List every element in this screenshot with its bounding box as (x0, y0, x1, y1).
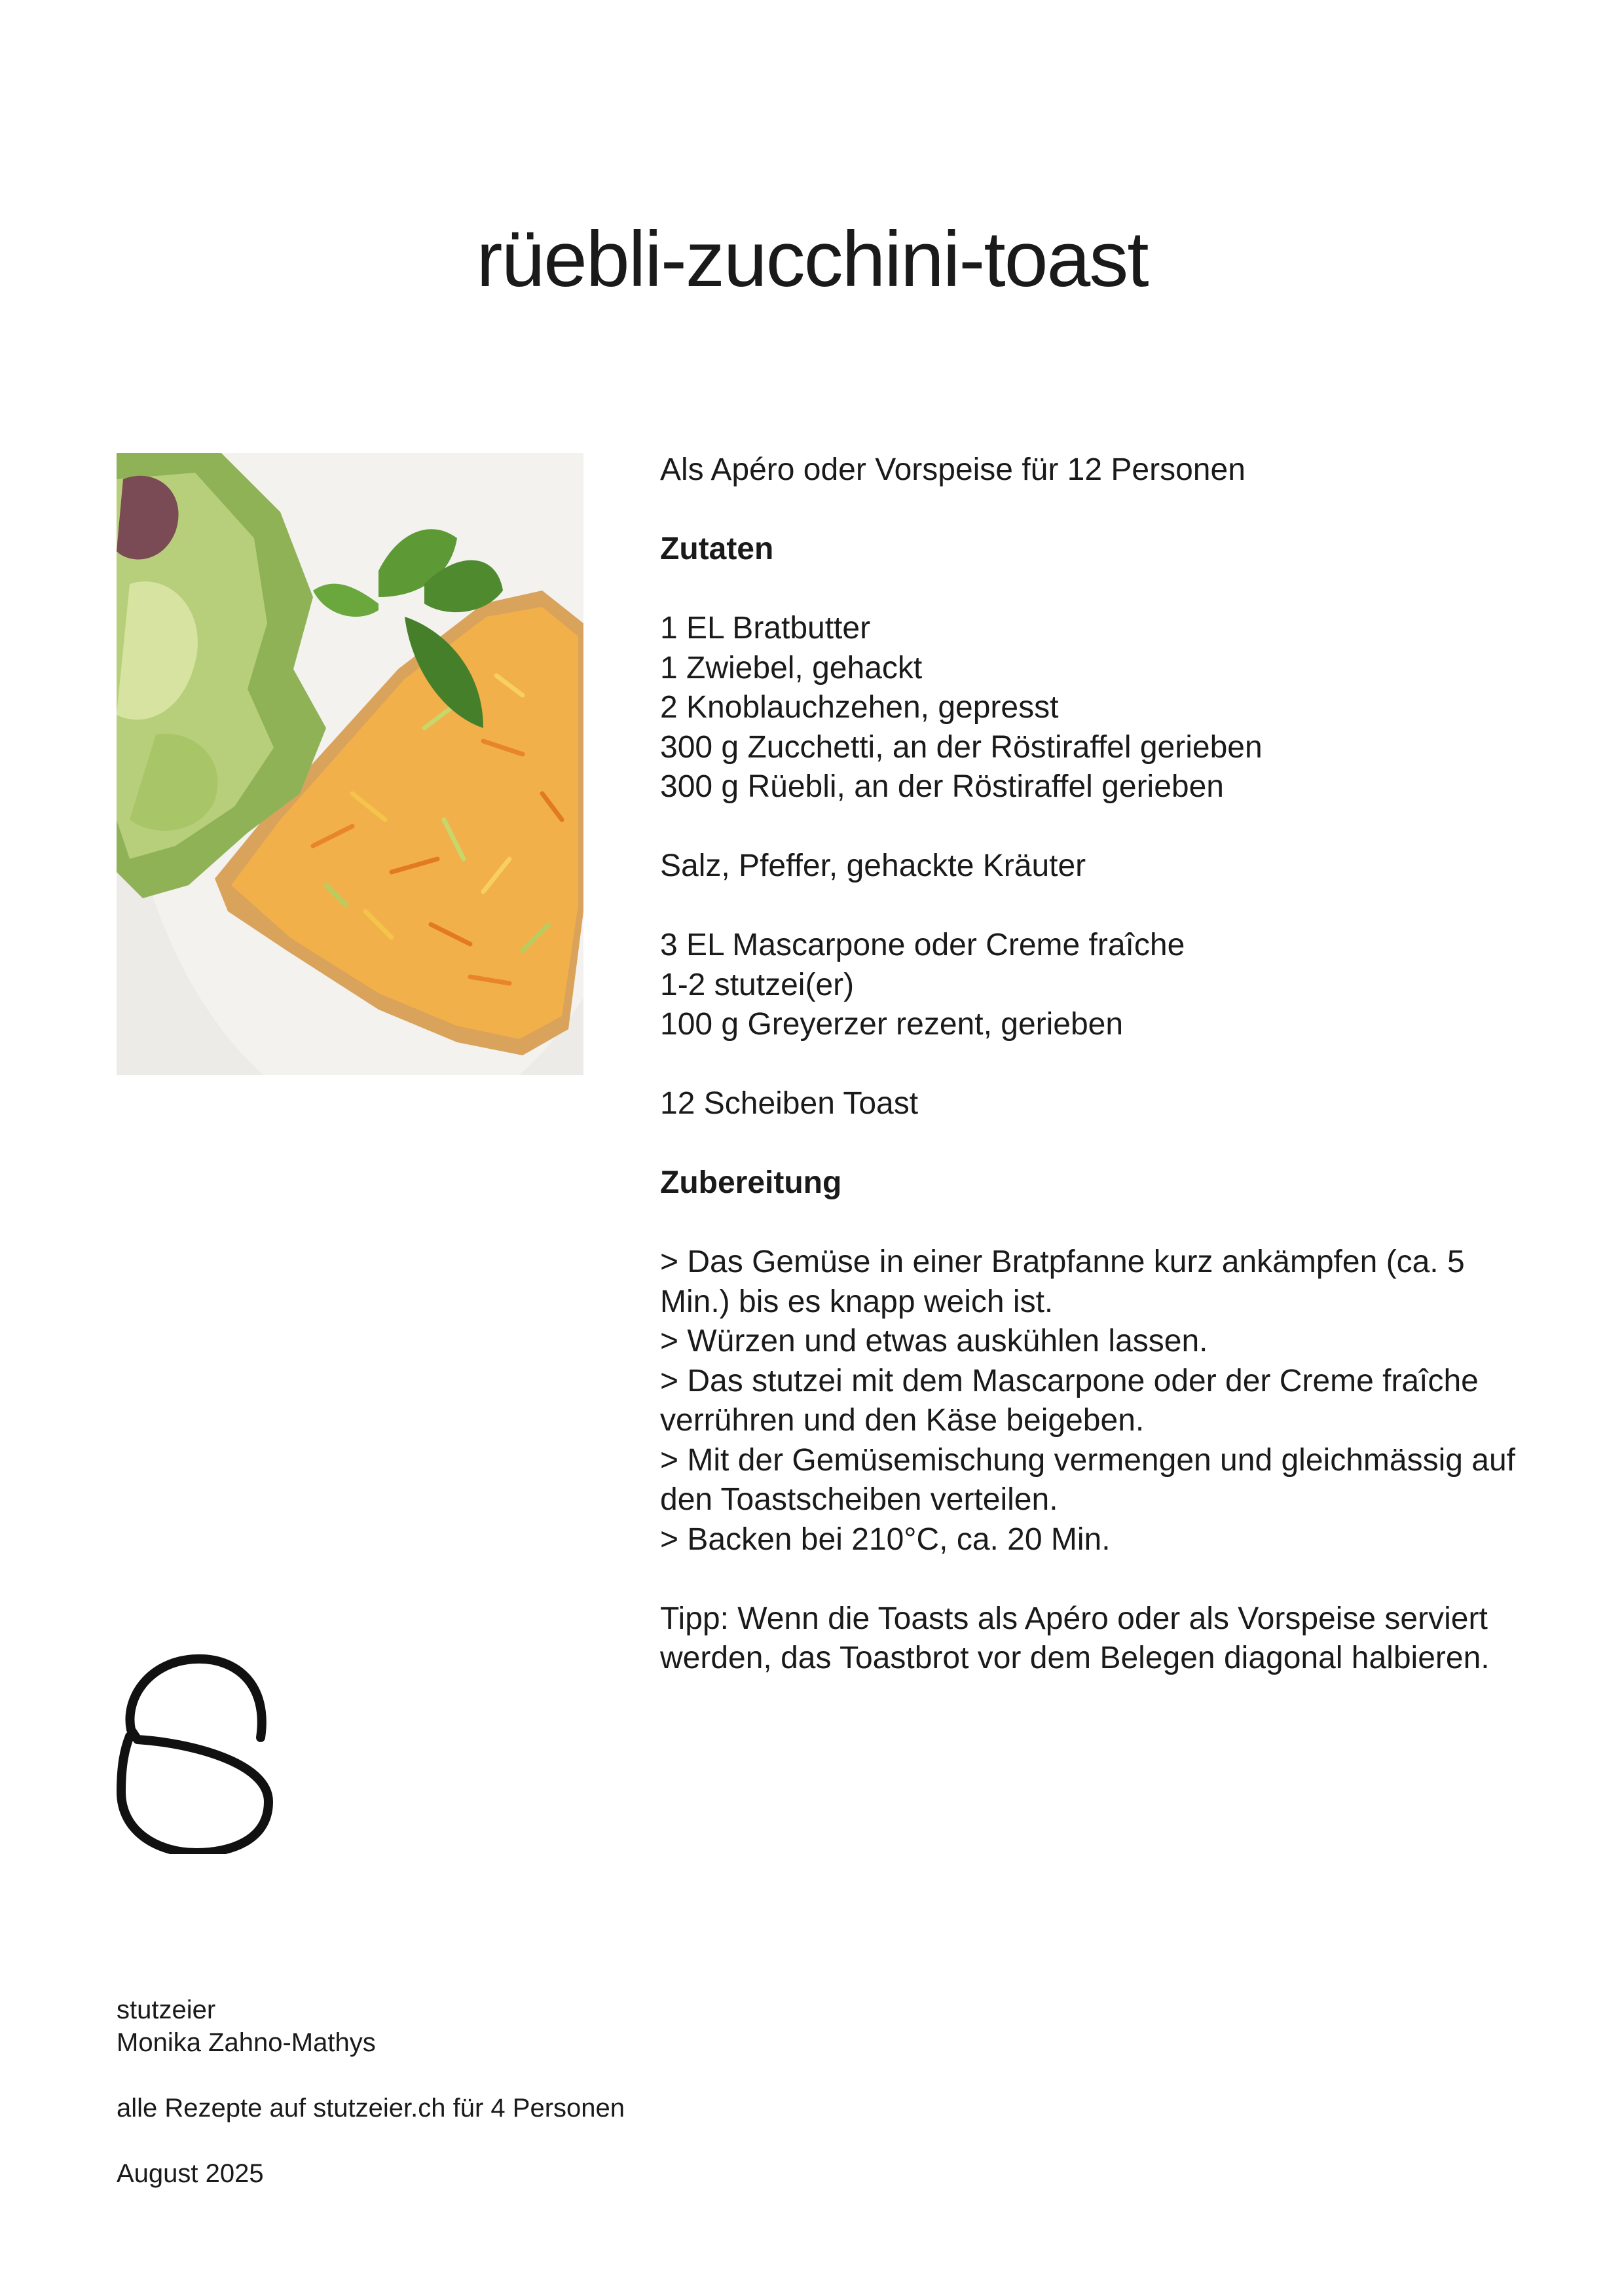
preparation-step: > Mit der Gemüsemischung vermengen und gleichmässig auf den Toastscheiben verteilen. (660, 1442, 1515, 1517)
intro-text: Als Apéro oder Vorspeise für 12 Personen (660, 452, 1246, 487)
tip-text: Tipp: Wenn die Toasts als Apéro oder als Vorspeise serviert werden, das Toastbrot vor dem Belegen diagonal halbieren. (660, 1601, 1490, 1675)
preparation-step: > Backen bei 210°C, ca. 20 Min. (660, 1522, 1111, 1557)
ingredient-item: 3 EL Mascarpone oder Creme fraîche (660, 928, 1185, 962)
page-title: rüebli-zucchini-toast (476, 215, 1148, 303)
footer (117, 1994, 625, 2190)
ingredient-item: 100 g Greyerzer rezent, gerieben (660, 1007, 1124, 1042)
ingredient-item: 2 Knoblauchzehen, gepresst (660, 690, 1059, 725)
ingredient-item: Salz, Pfeffer, gehackte Kräuter (660, 848, 1086, 883)
footer-date: August 2025 (117, 2159, 264, 2188)
ingredient-item: 1 EL Bratbutter (660, 611, 871, 646)
preparation-step: > Das stutzei mit dem Mascarpone oder der Creme fraîche verrühren und den Käse beigeben. (660, 1363, 1479, 1438)
preparation-heading: Zubereitung (660, 1165, 842, 1200)
ingredients-heading: Zutaten (660, 532, 774, 566)
ingredient-item: 1-2 stutzei(er) (660, 967, 855, 1002)
ingredient-item: 300 g Rüebli, an der Röstiraffel gerieben (660, 769, 1224, 804)
footer-note: alle Rezepte auf stutzeier.ch für 4 Personen (117, 2094, 625, 2123)
stutzeier-s-logo-icon (111, 1645, 282, 1854)
ingredient-item: 12 Scheiben Toast (660, 1086, 919, 1121)
toast-photo (117, 453, 583, 1075)
ingredient-item: 1 Zwiebel, gehackt (660, 650, 923, 685)
footer-brand: stutzeier (117, 1995, 216, 2024)
preparation-step: > Würzen und etwas auskühlen lassen. (660, 1324, 1208, 1358)
recipe-content (660, 450, 1531, 1679)
toast-photo-illustration (117, 453, 583, 1075)
footer-author: Monika Zahno-Mathys (117, 2028, 376, 2057)
ingredient-item: 300 g Zucchetti, an der Röstiraffel gerieben (660, 729, 1263, 765)
preparation-step: > Das Gemüse in einer Bratpfanne kurz ankämpfen (ca. 5 Min.) bis es knapp weich ist. (660, 1245, 1465, 1319)
